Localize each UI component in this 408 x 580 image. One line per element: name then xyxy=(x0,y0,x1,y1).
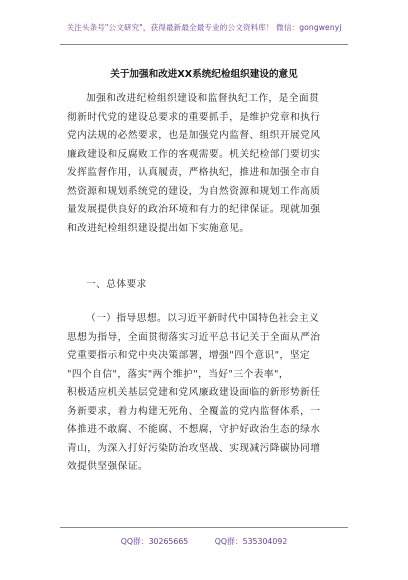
header-divider xyxy=(60,44,348,45)
paragraph-line: 彻新时代党的建设总要求的重要抓手，是维护党章和执行 xyxy=(67,111,321,123)
paragraph-line: 量发展提供良好的政治环境和有力的纪律保证。现就加强 xyxy=(67,204,321,215)
paragraph-line: 廉政建设和反腐败工作的客观需要。机关纪检部门要切实 xyxy=(67,148,321,160)
paragraph-line: "四个自信"，落实"两个维护"，当好"三个表率"， xyxy=(67,368,290,380)
paragraph-line: 效提供坚强保证。 xyxy=(67,461,149,472)
guiding-paragraph xyxy=(67,310,348,477)
qq-group-1: QQ群：30265665 xyxy=(120,537,189,546)
paragraph-line: 和改进纪检组织建设提出如下实施意见。 xyxy=(67,222,250,234)
paragraph-line: 体推进不敢腐、不能腐、不想腐，守护好政治生态的绿水 xyxy=(67,424,321,435)
paragraph-line: 党重要指示和党中央决策部署，增强"四个意识"，坚定 xyxy=(67,350,310,361)
paragraph-line: 然资源和规划系统党的建设，为自然资源和规划工作高质 xyxy=(67,185,321,197)
paragraph-line: 加强和改进纪检组织建设和监督执纪工作，是全面贯 xyxy=(86,93,320,104)
paragraph-line: 思想为指导，全面贯彻落实习近平总书记关于全面从严治 xyxy=(67,331,321,343)
section-heading: 一、总体要求 xyxy=(86,279,147,290)
footer xyxy=(0,536,408,547)
paragraph-line: 青山，为深入打好污染防治攻坚战、实现减污降碳协同增 xyxy=(67,442,321,454)
paragraph-line: 务新要求，着力构建无死角、全覆盖的党内监督体系，一 xyxy=(67,405,321,417)
paragraph-line: 党内法规的必然要求，也是加强党内监督、组织开展党风 xyxy=(67,130,321,141)
paragraph-line: 积极适应机关基层党建和党风廉政建设面临的新形势新任 xyxy=(67,387,321,398)
qq-group-2: QQ群：535304092 xyxy=(214,537,288,546)
intro-paragraph xyxy=(67,90,348,238)
document-title: 关于加强和改进XX系统纪检组织建设的意见 xyxy=(110,69,298,80)
paragraph-line: （一）指导思想。以习近平新时代中国特色社会主义 xyxy=(86,313,320,324)
footer-divider xyxy=(60,527,348,528)
paragraph-line: 发挥监督作用，认真履责，严格执纪，推进和加强全市自 xyxy=(67,167,321,178)
promo-banner: 关注头条号"公文研究"，获得最新最全最专业的公文资料库！ 微信：gongwenyj xyxy=(66,23,342,32)
